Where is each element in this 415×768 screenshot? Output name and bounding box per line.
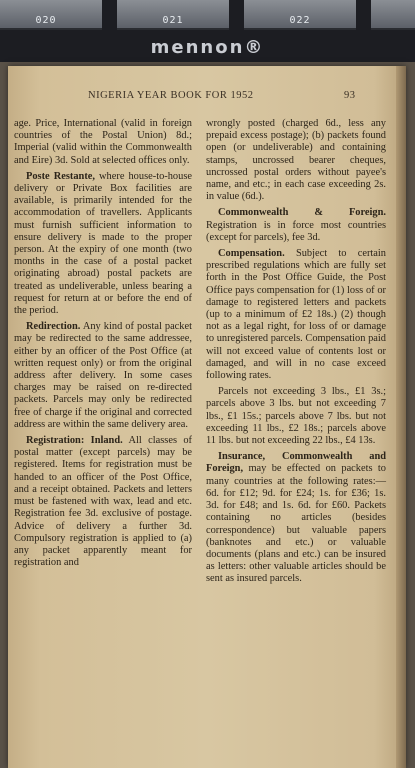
book-page [8, 66, 406, 768]
paragraph: wrongly posted (charged 6d., less any prepaid excess postage); (b) packets found open (or undeliverable) and containing stamps, uncrossed bearer cheques, uncrossed postal orders without payee's name, and etc.; in each case exceeding 2s. in value (6d.). [206, 118, 386, 203]
paragraph: Parcels not exceeding 3 lbs., £1 3s.; parcels above 3 lbs. but not exceeding 7 lbs., £1 15s.; parcels above 7 lbs. but not exceeding 11 lbs., £2 18s.; parcels above 11 lbs. but not exceeding 22 lbs., £4 13s. [206, 386, 386, 447]
scanner-brand-logo: mennon® [150, 37, 265, 58]
frame-number: 020 [35, 15, 57, 26]
page-edge [396, 66, 406, 768]
page-number: 93 [344, 90, 356, 101]
paragraph-text: where house-to-house delivery or Private Box facilities are available, is primarily intended for the accommodation of travellers. Applicants must furnish sufficient information to ensure delivery is made to the proper person. At the expiry of one month (two months in the case of a postal packet originating abroad) postal packets are treated as undeliverable, unless bearing a request for return at or before the end of the period. [14, 170, 192, 317]
scanner-film-strip [0, 0, 415, 62]
film-frame [371, 0, 415, 30]
paragraph-text: may be effected on packets to many countries at the following rates:—6d. for £12; 9d. for £24; 1s. for £36; 1s. 3d. for £48; and 1s. 6d. for £60. Packets containing no articles (besides correspondence) but valuable papers (banknotes and etc.) or valuable documents (plans and etc.) can be insured as letters: other valuable articles should be sent as insured parcels. [206, 463, 387, 585]
film-frame [244, 0, 356, 30]
frame-number: 022 [289, 15, 311, 26]
paragraph [14, 171, 192, 317]
frame-number: 021 [162, 15, 184, 26]
paragraph-heading: Commonwealth & Foreign. [218, 207, 386, 219]
paragraph-text: Any kind of postal packet may be redirected to the same addressee, either by an officer of the Post Office (at written request only) or from the original address after delivery. In some cases charges may be raised on re-directed packets. Parcels may only be redirected free of charge if the original and corrected address are within the same delivery area. [14, 321, 192, 430]
paragraph-heading: Poste Restante, [26, 170, 95, 182]
paragraph-text: Subject to certain prescribed regulations which are fully set forth in the Post Office Guide, the Post Office pays compensation for (1) loss of or damage to registered letters and packets (up to a minimum of £2 18s.) (2) though not as a legal right, for loss of or damage to unregistered parcels. Compensation paid will not exceed value of contents lost or damaged, and will in no case exceed following rates. [206, 248, 386, 382]
paragraph [206, 451, 386, 585]
paragraph-text: All classes of postal matter (except parcels) may be registered. Items for registration must be handed to an officer of the Post Office, and a receipt obtained. Packets and letters must be fastened with wax, lead and etc. Registration fee 3d. exclusive of postage. Advice of delivery a further 3d. Compulsory registration is applied to (a) any packet apparently meant for registration and [14, 435, 193, 569]
paragraph [14, 435, 192, 569]
paragraph-heading: Registration: Inland. [26, 435, 123, 447]
paragraph-heading: Compensation. [218, 248, 285, 260]
paragraph-heading: Insurance, Commonwealth and Foreign, [206, 451, 386, 475]
paragraph [206, 248, 386, 382]
paragraph-text: Registration is in force most countries (except for parcels), fee 3d. [206, 219, 386, 243]
film-frame [117, 0, 229, 30]
paragraph [206, 207, 386, 244]
page-title: NIGERIA YEAR BOOK FOR 1952 [88, 90, 254, 101]
paragraph [14, 321, 192, 431]
left-column [14, 118, 192, 573]
paragraph: age. Price, International (valid in foreign countries of the Postal Union) 8d.; Imperial (valid within the Commonwealth and Eire) 3d. Sold at selected offices only. [14, 118, 192, 166]
film-frame [0, 0, 102, 30]
right-column [206, 118, 386, 590]
paragraph-heading: Redirection. [26, 321, 81, 333]
